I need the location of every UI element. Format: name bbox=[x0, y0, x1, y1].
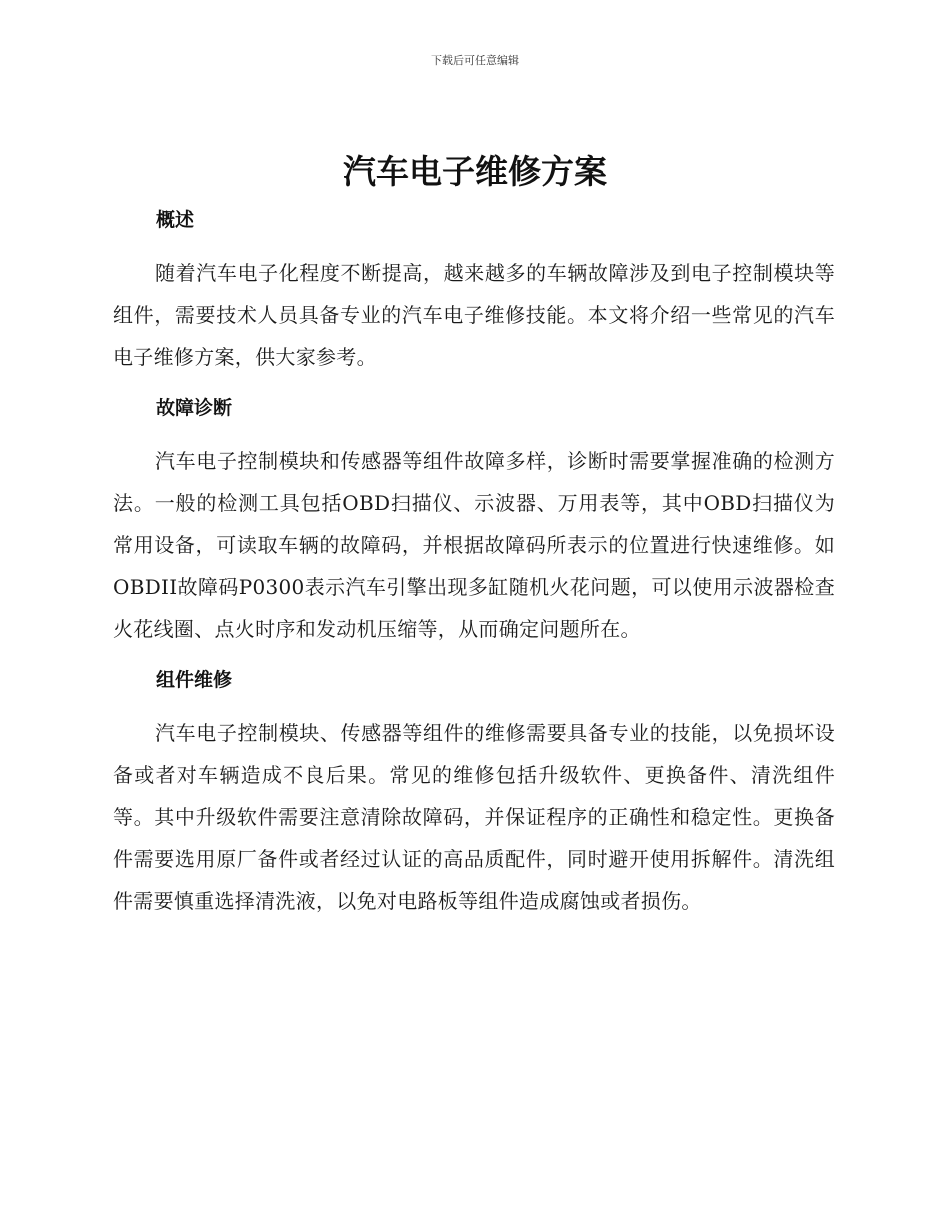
page-header-note: 下载后可任意编辑 bbox=[431, 54, 519, 67]
section-heading-diagnosis: 故障诊断 bbox=[156, 397, 233, 419]
section-paragraph-component-repair: 汽车电子控制模块、传感器等组件的维修需要具备专业的技能，以免损坏设备或者对车辆造成不良后果。常见的维修包括升级软件、更换备件、清洗组件等。其中升级软件需要注意清除故障码，并保证程序的正确性和稳定性。更换备件需要选用原厂备件或者经过认证的高品质配件，同时避开使用拆解件。清洗组件需要慎重选择清洗液，以免对电路板等组件造成腐蚀或者损伤。 bbox=[113, 721, 835, 913]
section-component-repair bbox=[113, 660, 835, 922]
section-heading-overview: 概述 bbox=[156, 209, 195, 231]
section-heading-component-repair: 组件维修 bbox=[156, 669, 233, 691]
document-title: 汽车电子维修方案 bbox=[343, 152, 607, 191]
section-paragraph-diagnosis: 汽车电子控制模块和传感器等组件故障多样，诊断时需要掌握准确的检测方法。一般的检测工具包括OBD扫描仪、示波器、万用表等，其中OBD扫描仪为常用设备，可读取车辆的故障码，并根据故障码所表示的位置进行快速维修。如OBDII故障码P0300表示汽车引擎出现多缸随机火花问题，可以使用示波器检查火花线圈、点火时序和发动机压缩等，从而确定问题所在。 bbox=[113, 449, 835, 641]
document-body bbox=[113, 200, 835, 932]
section-overview bbox=[113, 200, 835, 378]
section-paragraph-overview: 随着汽车电子化程度不断提高，越来越多的车辆故障涉及到电子控制模块等组件，需要技术人员具备专业的汽车电子维修技能。本文将介绍一些常见的汽车电子维修方案，供大家参考。 bbox=[113, 261, 835, 369]
section-diagnosis bbox=[113, 388, 835, 650]
